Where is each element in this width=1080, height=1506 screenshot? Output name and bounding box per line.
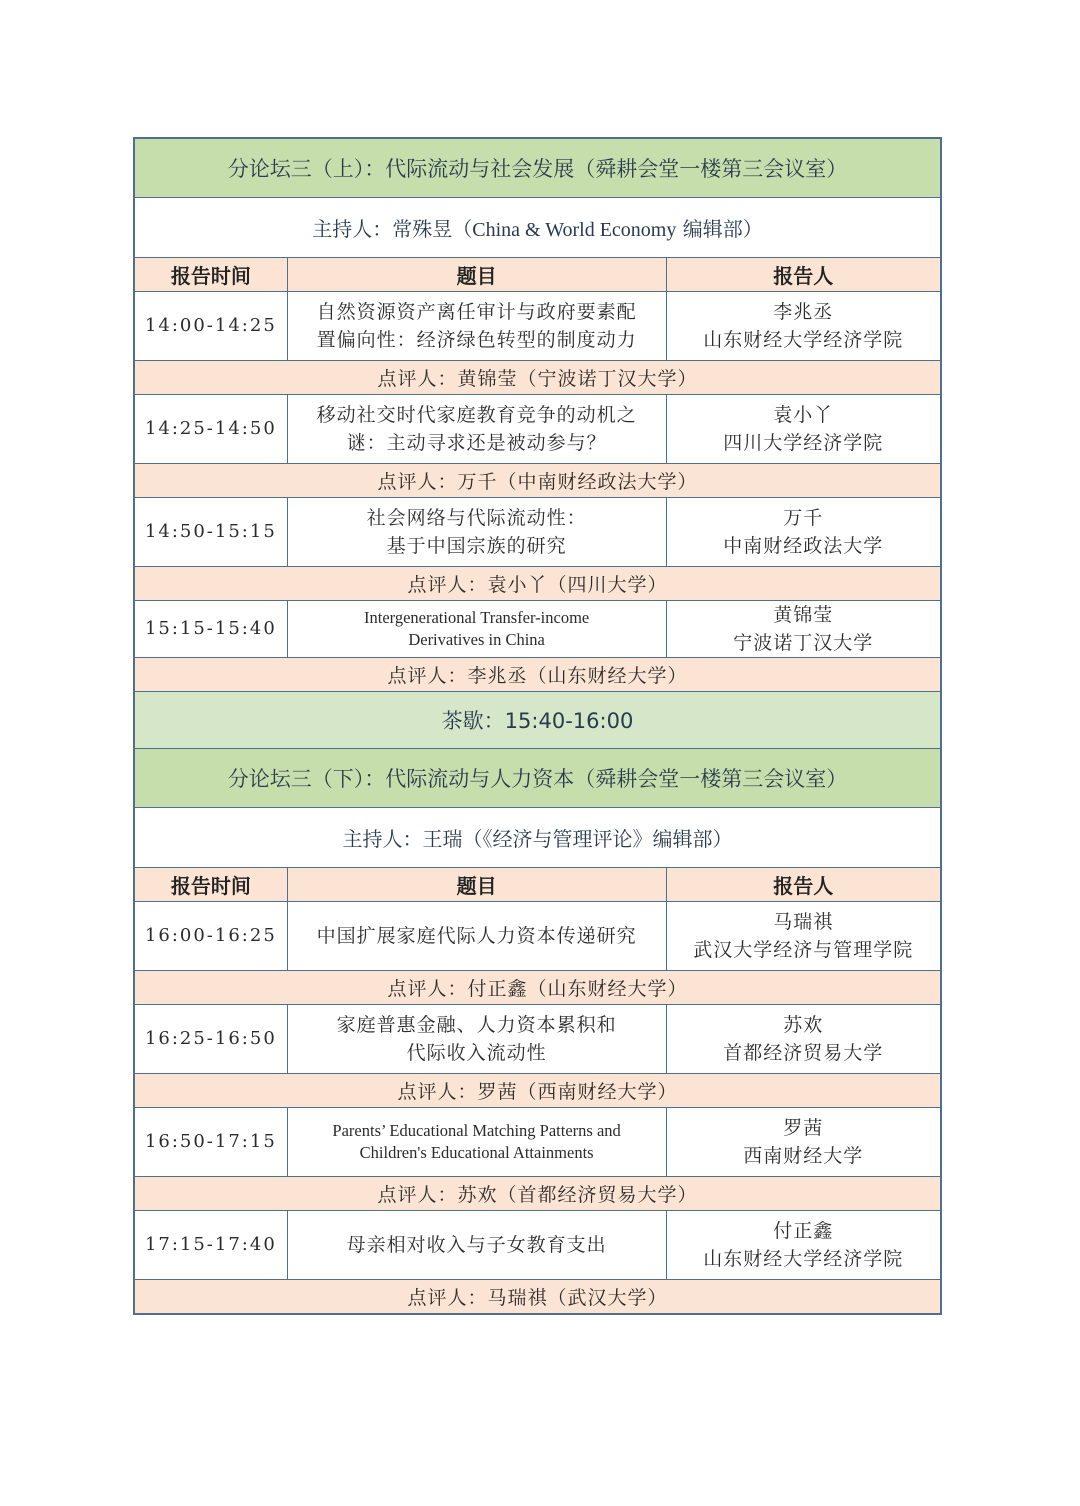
- header-speaker: 报告人: [666, 868, 941, 902]
- host-label: 主持人：: [342, 827, 423, 851]
- topic-line: 谜：主动寻求还是被动参与？: [346, 432, 607, 454]
- session-title-row: [134, 749, 941, 808]
- talk-topic: [287, 1005, 666, 1074]
- talk-time: 16:00-16:25: [134, 902, 287, 971]
- speaker-name: 袁小丫: [773, 404, 834, 426]
- talk-row: [134, 498, 941, 567]
- speaker-affiliation: 西南财经大学: [743, 1145, 864, 1167]
- talk-topic: [287, 292, 666, 361]
- speaker-name: 李兆丞: [773, 301, 834, 323]
- host-label: 主持人：: [312, 217, 393, 241]
- topic-line: 基于中国宗族的研究: [386, 535, 567, 557]
- speaker-name: 万千: [783, 507, 824, 529]
- reviewer: 点评人：万千（中南财经政法大学）: [134, 464, 941, 498]
- talk-time: 14:00-14:25: [134, 292, 287, 361]
- header-time: 报告时间: [134, 258, 287, 292]
- host-row: [134, 808, 941, 868]
- session-title-row: [134, 138, 941, 198]
- speaker-name: 黄锦莹: [773, 604, 834, 626]
- reviewer: 点评人：罗茜（西南财经大学）: [134, 1074, 941, 1108]
- topic-line: 社会网络与代际流动性：: [366, 507, 587, 529]
- talk-row: [134, 1005, 941, 1074]
- speaker-name: 付正鑫: [773, 1220, 834, 1242]
- talk-speaker: [666, 292, 941, 361]
- host-info: [134, 198, 941, 258]
- reviewer: 点评人：苏欢（首都经济贸易大学）: [134, 1177, 941, 1211]
- header-topic: 题目: [287, 258, 666, 292]
- topic-line: 置偏向性：经济绿色转型的制度动力: [316, 329, 637, 351]
- column-header-row: [134, 868, 941, 902]
- talk-topic: [287, 498, 666, 567]
- topic-line: Derivatives in China: [408, 630, 545, 649]
- talk-row: [134, 292, 941, 361]
- speaker-name: 罗茜: [783, 1117, 824, 1139]
- review-row: [134, 361, 941, 395]
- speaker-affiliation: 武汉大学经济与管理学院: [693, 939, 914, 961]
- talk-topic: [287, 1108, 666, 1177]
- speaker-affiliation: 中南财经政法大学: [723, 535, 884, 557]
- speaker-affiliation: 宁波诺丁汉大学: [733, 632, 874, 654]
- column-header-row: [134, 258, 941, 292]
- header-topic: 题目: [287, 868, 666, 902]
- host-row: [134, 198, 941, 258]
- reviewer: 点评人：李兆丞（山东财经大学）: [134, 658, 941, 692]
- talk-speaker: [666, 498, 941, 567]
- topic-line: Children's Educational Attainments: [359, 1143, 594, 1162]
- header-speaker: 报告人: [666, 258, 941, 292]
- speaker-affiliation: 山东财经大学经济学院: [703, 329, 904, 351]
- speaker-affiliation: 首都经济贸易大学: [723, 1042, 884, 1064]
- session-title: 分论坛三（下）：代际流动与人力资本（舜耕会堂一楼第三会议室）: [134, 749, 941, 808]
- talk-speaker: [666, 1211, 941, 1280]
- review-row: [134, 971, 941, 1005]
- talk-topic: [287, 395, 666, 464]
- topic-line: Parents’ Educational Matching Patterns and: [332, 1121, 621, 1140]
- topic-line: 中国扩展家庭代际人力资本传递研究: [316, 925, 637, 947]
- talk-row: [134, 395, 941, 464]
- talk-row: [134, 601, 941, 658]
- review-row: [134, 1280, 941, 1315]
- header-time: 报告时间: [134, 868, 287, 902]
- speaker-name: 马瑞祺: [773, 911, 834, 933]
- talk-time: 14:50-15:15: [134, 498, 287, 567]
- talk-topic: [287, 601, 666, 658]
- talk-row: [134, 902, 941, 971]
- host-name: 常殊昱（: [392, 217, 473, 241]
- reviewer: 点评人：袁小丫（四川大学）: [134, 567, 941, 601]
- topic-line: 自然资源资产离任审计与政府要素配: [316, 301, 637, 323]
- talk-time: 16:25-16:50: [134, 1005, 287, 1074]
- talk-topic: [287, 902, 666, 971]
- topic-line: 家庭普惠金融、人力资本累积和: [336, 1014, 617, 1036]
- talk-time: 14:25-14:50: [134, 395, 287, 464]
- review-row: [134, 464, 941, 498]
- speaker-affiliation: 山东财经大学经济学院: [703, 1248, 904, 1270]
- speaker-name: 苏欢: [783, 1014, 824, 1036]
- talk-speaker: [666, 395, 941, 464]
- review-row: [134, 658, 941, 692]
- review-row: [134, 567, 941, 601]
- review-row: [134, 1177, 941, 1211]
- talk-time: 16:50-17:15: [134, 1108, 287, 1177]
- tea-break: 茶歇：15:40-16:00: [134, 692, 941, 749]
- tea-break-row: [134, 692, 941, 749]
- talk-time: 15:15-15:40: [134, 601, 287, 658]
- talk-row: [134, 1108, 941, 1177]
- talk-speaker: [666, 601, 941, 658]
- talk-speaker: [666, 1108, 941, 1177]
- speaker-affiliation: 四川大学经济学院: [723, 432, 884, 454]
- reviewer: 点评人：马瑞祺（武汉大学）: [134, 1280, 941, 1315]
- talk-row: [134, 1211, 941, 1280]
- topic-line: 代际收入流动性: [406, 1042, 547, 1064]
- review-row: [134, 1074, 941, 1108]
- host-info: [134, 808, 941, 868]
- talk-time: 17:15-17:40: [134, 1211, 287, 1280]
- topic-line: Intergenerational Transfer-income: [363, 608, 590, 627]
- talk-topic: [287, 1211, 666, 1280]
- reviewer: 点评人：黄锦莹（宁波诺丁汉大学）: [134, 361, 941, 395]
- forum-schedule-table: [133, 137, 942, 1315]
- host-suffix: 编辑部）: [676, 217, 763, 241]
- reviewer: 点评人：付正鑫（山东财经大学）: [134, 971, 941, 1005]
- host-journal: China & World Economy: [472, 219, 677, 241]
- host-name: 王瑞（《经济与管理评论》编辑部）: [422, 827, 733, 851]
- session-title: 分论坛三（上）：代际流动与社会发展（舜耕会堂一楼第三会议室）: [134, 138, 941, 198]
- topic-line: 母亲相对收入与子女教育支出: [346, 1234, 607, 1256]
- talk-speaker: [666, 902, 941, 971]
- talk-speaker: [666, 1005, 941, 1074]
- topic-line: 移动社交时代家庭教育竞争的动机之: [316, 404, 637, 426]
